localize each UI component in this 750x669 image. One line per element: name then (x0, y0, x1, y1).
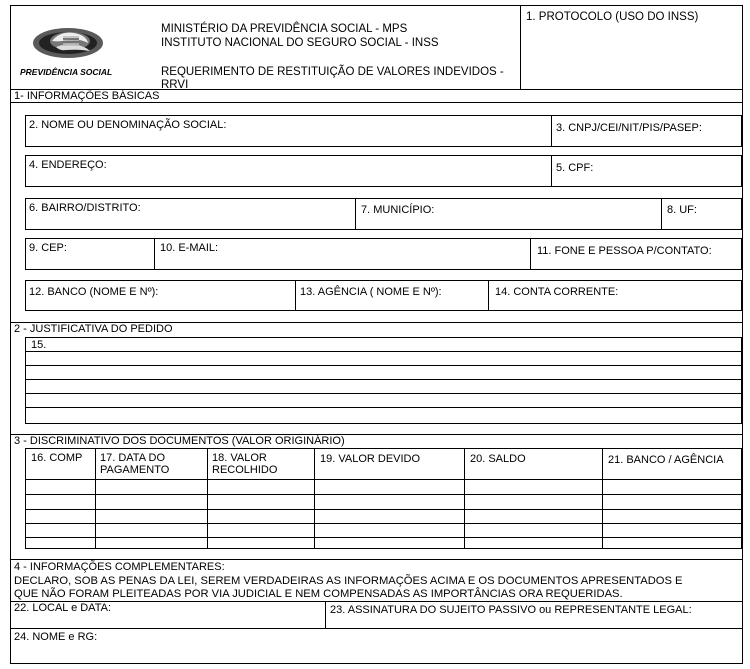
uf-field[interactable] (661, 198, 742, 230)
col-header-banco-agencia: 21. BANCO / AGÊNCIA (608, 454, 724, 466)
local-data-field[interactable] (10, 601, 326, 629)
institute-name: INSTITUTO NACIONAL DO SEGURO SOCIAL - INSS (161, 37, 439, 49)
protocol-label[interactable]: 1. PROTOCOLO (USO DO INSS) (526, 11, 699, 23)
agencia-label: 13. AGÊNCIA ( NOME E Nº): (300, 286, 442, 298)
cpf-field[interactable] (551, 155, 742, 187)
conta-field[interactable] (488, 280, 742, 311)
fone-label: 11. FONE E PESSOA P/CONTATO: (537, 245, 712, 257)
section1-title-rule (10, 102, 743, 103)
cnpj-field[interactable] (551, 115, 742, 147)
bairro-label: 6. BAIRRO/DISTRITO: (29, 202, 141, 214)
form-title-line1: REQUERIMENTO DE RESTITUIÇÃO DE VALORES INDEVIDOS - (161, 66, 504, 78)
col-header-comp: 16. COMP (31, 452, 83, 464)
municipio-field[interactable] (355, 198, 662, 230)
col-header-saldo: 20. SALDO (470, 453, 526, 465)
col-divider (207, 449, 208, 548)
justificativa-line (26, 365, 741, 366)
email-field[interactable] (154, 238, 531, 270)
justificativa-line (26, 407, 741, 408)
nome-rg-label: 24. NOME e RG: (14, 631, 98, 643)
fone-field[interactable] (530, 238, 742, 270)
table-row-line (26, 479, 741, 480)
table-row-line (26, 523, 741, 524)
conta-label: 14. CONTA CORRENTE: (495, 286, 619, 298)
assinatura-field[interactable] (326, 601, 743, 629)
header (10, 5, 743, 89)
banco-label: 12. BANCO (NOME E Nº): (29, 286, 159, 298)
nome-field[interactable] (25, 115, 552, 147)
endereco-field[interactable] (25, 155, 552, 187)
col-divider (314, 449, 315, 548)
table-row-line (26, 537, 741, 538)
municipio-label: 7. MUNICÍPIO: (361, 204, 435, 216)
justificativa-line (26, 379, 741, 380)
section4-title: 4 - INFORMAÇÕES COMPLEMENTARES: (14, 561, 225, 573)
local-data-label: 22. LOCAL e DATA: (14, 602, 112, 614)
nome-label: 2. NOME OU DENOMINAÇÃO SOCIAL: (29, 119, 227, 131)
section3-title: 3 - DISCRIMINATIVO DOS DOCUMENTOS (VALOR ORIGINÁRIO) (14, 435, 345, 447)
logo-text: PREVIDÊNCIA SOCIAL (20, 67, 113, 77)
cep-field[interactable] (25, 238, 155, 270)
nome-rg-field[interactable] (10, 628, 743, 664)
cep-label: 9. CEP: (29, 242, 67, 254)
form-title-line2: RRVI (161, 79, 189, 91)
col-header-valor-recolhido: 18. VALOR RECOLHIDO (212, 452, 278, 476)
ministry-name: MINISTÉRIO DA PREVIDÊNCIA SOCIAL - MPS (161, 23, 408, 35)
protocol-divider (520, 5, 521, 89)
section2-title: 2 - JUSTIFICATIVA DO PEDIDO (14, 323, 173, 335)
email-label: 10. E-MAIL: (160, 242, 219, 254)
previdencia-logo (30, 23, 110, 63)
col-divider (95, 449, 96, 548)
banco-field[interactable] (25, 280, 296, 311)
col-divider (602, 449, 603, 548)
globe-logo-icon (30, 23, 110, 63)
agencia-field[interactable] (295, 280, 489, 311)
justificativa-field[interactable] (25, 337, 742, 424)
cpf-label: 5. CPF: (556, 162, 594, 174)
section1-title: 1- INFORMAÇÕES BÁSICAS (14, 90, 160, 102)
documents-table (25, 448, 742, 549)
justificativa-line (26, 393, 741, 394)
table-row-line (26, 494, 741, 495)
justificativa-line (26, 351, 741, 352)
uf-label: 8. UF: (667, 204, 697, 216)
assinatura-label: 23. ASSINATURA DO SUJEITO PASSIVO ou REPRESENTANTE LEGAL: (330, 604, 692, 616)
col-header-data-pagamento: 17. DATA DO PAGAMENTO (100, 452, 170, 476)
justificativa-label: 15. (31, 339, 47, 351)
bairro-field[interactable] (25, 198, 356, 230)
endereco-label: 4. ENDEREÇO: (29, 159, 107, 171)
cnpj-label: 3. CNPJ/CEI/NIT/PIS/PASEP: (556, 122, 702, 134)
declaration-line2: QUE NÃO FORAM PLEITEADAS POR VIA JUDICIAL E NEM COMPENSADAS AS IMPORTÂNCIAS ORA REQUERIDAS. (14, 588, 623, 600)
col-header-valor-devido: 19. VALOR DEVIDO (320, 453, 421, 465)
section4-top-rule (10, 559, 743, 560)
declaration-line1: DECLARO, SOB AS PENAS DA LEI, SEREM VERDADEIRAS AS INFORMAÇÕES ACIMA E OS DOCUMENTOS APRESENTADOS E (14, 575, 683, 587)
col-divider (464, 449, 465, 548)
table-row-line (26, 509, 741, 510)
